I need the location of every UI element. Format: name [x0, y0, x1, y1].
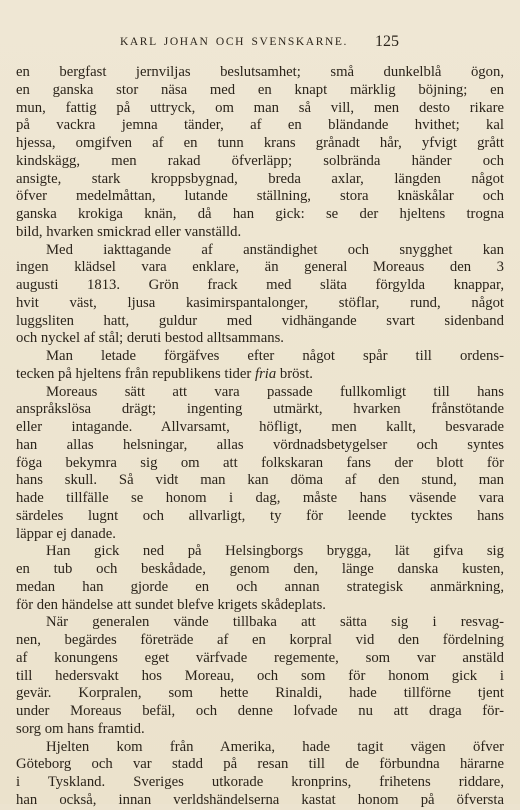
text-line: anspråkslösa drägt; ingenting utmärkt, hvarken frånstötande	[16, 401, 504, 418]
page-number: 125	[375, 33, 399, 50]
text-line: Med iakttagande af anständighet och snygghet kan	[46, 241, 504, 258]
text-line: till hedersvakt hos Moreau, och som för honom gick i	[16, 667, 504, 684]
text-line: Moreaus sätt att vara passade fullkomligt till hans	[46, 383, 504, 400]
text-line: ingen klädsel vara enklare, än general Moreaus den 3	[16, 259, 504, 276]
text-line: på vackra jemna tänder, af en bländande hvithet; kal	[16, 117, 504, 134]
text-line: mun, fattig på uttryck, om man så vill, men desto rikare	[16, 99, 504, 116]
text-line: Man letade förgäfves efter något spår till ordens-	[46, 348, 504, 364]
text-line: han allas helsningar, allas vördnadsbetygelser och syntes	[16, 436, 504, 453]
text-line: en ganska stor näsa med en knapt märklig böjning; en	[16, 81, 504, 98]
emphasis: fria	[255, 365, 277, 382]
text-line: i Tyskland. Sveriges utkorade kronprins, frihetens riddare,	[16, 774, 504, 790]
running-title: KARL JOHAN OCH SVENSKARNE.	[120, 36, 348, 48]
text-line: hade tillfälle se honom i dag, måste hans väsende vara	[16, 490, 504, 506]
text-line: augusti 1813. Grön frack med släta förgylda knappar,	[16, 277, 504, 293]
text-line: Hjelten kom från Amerika, hade tagit vägen öfver	[46, 738, 504, 755]
text-line: särdeles lugnt och allvarligt, ty för leende tycktes hans	[16, 507, 504, 524]
text-line: sorg om hans framtid.	[16, 720, 145, 737]
text-line: under Moreaus befäl, och denne lofvade nu att draga för-	[16, 703, 504, 719]
text-line: Han gick ned på Helsingborgs brygga, lät gifva sig	[46, 543, 504, 560]
text-line: läppar ej danade.	[16, 525, 116, 542]
text-line: tecken på hjeltens från republikens tider fria bröst.	[16, 365, 313, 382]
text-line: eller intagande. Allvarsamt, höfligt, men kallt, besvarade	[16, 419, 504, 435]
text-line: hjessa, omgifven af en tunn krans grånadt hår, yfvigt grått	[16, 135, 504, 151]
text-line: medan han gjorde en och annan strategisk anmärkning,	[16, 578, 504, 595]
text-line: föga bekymra sig om att folkskaran fans der blott för	[16, 454, 504, 471]
body-text	[16, 64, 504, 810]
text-line: af konungens eget värfvade regemente, som var anstäld	[16, 649, 504, 666]
text-line: och nyckel af stål; deruti bestod alltsammans.	[16, 330, 284, 347]
text-line: luggsliten hatt, guldur med vidhängande svart sidenband	[16, 312, 504, 329]
text-line: När generalen vände tillbaka att sätta sig i resvag-	[46, 614, 504, 631]
running-header	[0, 33, 520, 56]
text-line: nen, begärdes företräde af en korpral vid den fördelning	[16, 632, 504, 648]
text-line: ansigte, stark kroppsbygnad, breda axlar, längden något	[16, 170, 504, 187]
text-line: gevär. Korpralen, som hette Rinaldi, hade tillförne tjent	[16, 685, 504, 702]
text-line: han också, innan verldshändelserna kastat honom på öfversta	[16, 791, 504, 808]
text-line: Göteborg och var stadd på resan till de förbundna härarne	[16, 756, 504, 773]
text-line: öfver medelmåttan, lutande ställning, stora knäskålar och	[16, 188, 504, 205]
text-line: bild, hvarken smickrad eller vanställd.	[16, 223, 242, 240]
text-line: kindskägg, men rakad öfverläpp; solbrända händer och	[16, 152, 504, 169]
text-line: hvit väst, ljusa kasimirspantalonger, stöflar, rund, något	[16, 294, 504, 311]
text-line: en tub och beskådade, genom den, länge danska kusten,	[16, 561, 504, 577]
text-line: en bergfast jernviljas beslutsamhet; små dunkelblå ögon,	[16, 64, 504, 80]
text-line: hans skull. Så vidt man kan döma af den stund, man	[16, 472, 504, 489]
text-line: för den händelse att sundet blefve krigets skådeplats.	[16, 596, 326, 613]
text-line: ganska krokiga knän, då han gick: se der hjeltens trogna	[16, 206, 504, 222]
